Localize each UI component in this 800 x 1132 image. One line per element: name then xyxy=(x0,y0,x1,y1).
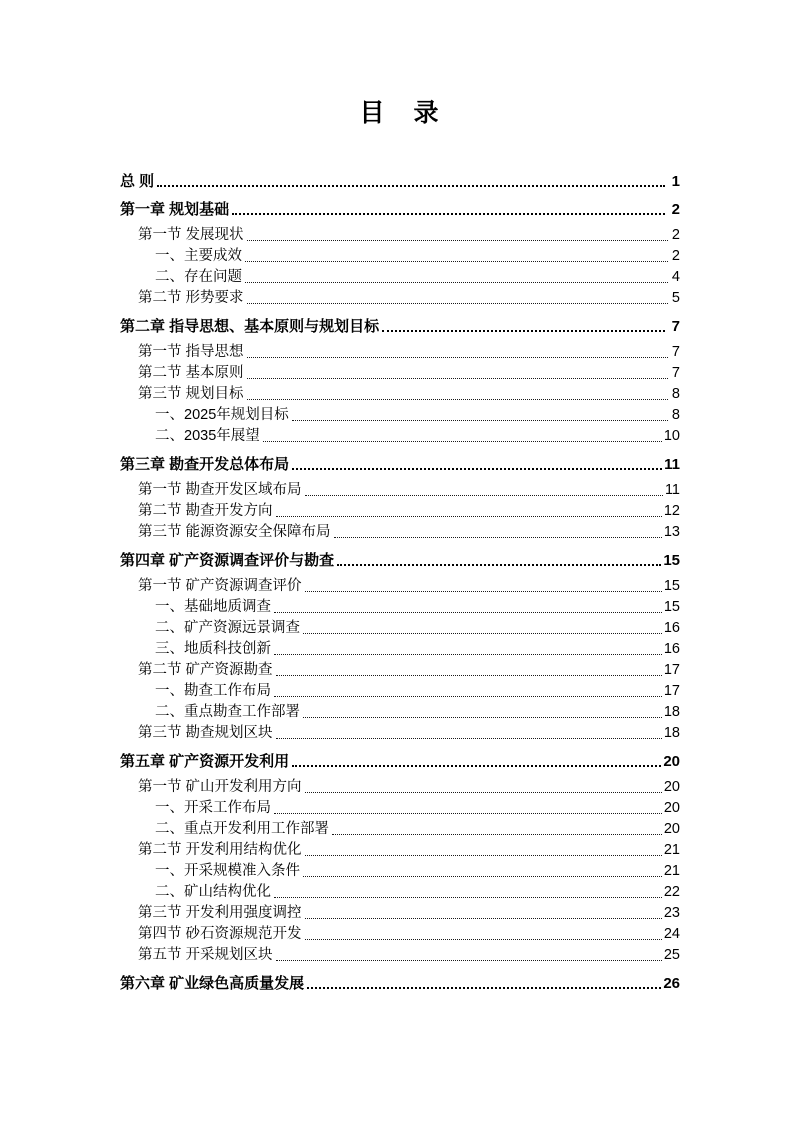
toc-entry-label: 一、开采规模准入条件 xyxy=(155,863,300,879)
toc-entry[interactable] xyxy=(120,702,680,723)
toc-entry-label: 一、主要成效 xyxy=(155,248,242,264)
toc-entry-label: 第四章 矿产资源调查评价与勘查 xyxy=(120,552,335,569)
toc-entry[interactable] xyxy=(120,660,680,681)
toc-entry[interactable] xyxy=(120,777,680,798)
dot-leader xyxy=(276,675,662,676)
toc-entry-label: 第五章 矿产资源开发利用 xyxy=(120,753,290,770)
toc-entry-label: 第三节 能源资源安全保障布局 xyxy=(138,524,331,540)
toc-entry-page: 2 xyxy=(671,201,680,218)
toc-entry-page: 4 xyxy=(671,269,680,285)
toc-entry[interactable] xyxy=(120,945,680,966)
toc-entry-label: 第一节 发展现状 xyxy=(138,227,244,243)
toc-entry[interactable] xyxy=(120,405,680,426)
toc-entry-label: 第三节 勘查规划区块 xyxy=(138,725,273,741)
toc-entry[interactable] xyxy=(120,882,680,903)
toc-entry[interactable] xyxy=(120,597,680,618)
toc-entry-label: 第三节 规划目标 xyxy=(138,386,244,402)
toc-entry-page: 8 xyxy=(671,407,680,423)
toc-entry-label: 第一节 勘查开发区域布局 xyxy=(138,482,302,498)
toc-entry-label: 二、重点勘查工作部署 xyxy=(155,704,300,720)
toc-entry[interactable] xyxy=(120,225,680,246)
toc-entry[interactable] xyxy=(120,199,680,220)
document-title: 目 录 xyxy=(359,99,441,127)
toc-entry-page: 20 xyxy=(663,779,680,795)
dot-leader xyxy=(307,987,661,989)
toc-entry[interactable] xyxy=(120,363,680,384)
dot-leader xyxy=(334,537,662,538)
dot-leader xyxy=(247,378,668,379)
dot-leader xyxy=(303,717,662,718)
toc-entry[interactable] xyxy=(120,973,680,994)
toc-entry[interactable] xyxy=(120,454,680,475)
dot-leader xyxy=(382,330,665,332)
toc-entry-label: 第六章 矿业绿色高质量发展 xyxy=(120,975,305,992)
toc-entry-label: 第二章 指导思想、基本原则与规划目标 xyxy=(120,318,380,335)
toc-entry-label: 第一章 规划基础 xyxy=(120,201,230,218)
toc-entry-page: 15 xyxy=(663,578,680,594)
toc-entry[interactable] xyxy=(120,723,680,744)
toc-entry-label: 一、勘查工作布局 xyxy=(155,683,271,699)
toc-entry-page: 21 xyxy=(663,842,680,858)
toc-entry-page: 16 xyxy=(663,620,680,636)
toc-entry[interactable] xyxy=(120,501,680,522)
dot-leader xyxy=(305,939,662,940)
dot-leader xyxy=(292,420,668,421)
toc-entry-page: 15 xyxy=(663,552,680,569)
toc-entry-page: 11 xyxy=(664,456,680,473)
toc-entry-label: 第一节 指导思想 xyxy=(138,344,244,360)
toc-entry-label: 二、矿山结构优化 xyxy=(155,884,271,900)
dot-leader xyxy=(247,303,668,304)
toc-entry[interactable] xyxy=(120,819,680,840)
toc-entry[interactable] xyxy=(120,426,680,447)
toc-entry[interactable] xyxy=(120,288,680,309)
dot-leader xyxy=(245,282,668,283)
toc-entry-page: 10 xyxy=(663,428,680,444)
toc-entry[interactable] xyxy=(120,384,680,405)
dot-leader xyxy=(247,240,668,241)
toc-entry-label: 一、基础地质调查 xyxy=(155,599,271,615)
toc-entry-page: 17 xyxy=(663,683,680,699)
dot-leader xyxy=(292,765,661,767)
toc-entry-label: 第三节 开发利用强度调控 xyxy=(138,905,302,921)
toc-entry[interactable] xyxy=(120,522,680,543)
toc-entry[interactable] xyxy=(120,246,680,267)
toc-entry-page: 16 xyxy=(663,641,680,657)
toc-entry-page: 20 xyxy=(663,821,680,837)
dot-leader xyxy=(274,813,662,814)
toc-entry[interactable] xyxy=(120,903,680,924)
toc-entry-page: 20 xyxy=(663,753,680,770)
toc-entry-label: 二、2035年展望 xyxy=(155,428,260,444)
dot-leader xyxy=(305,855,662,856)
toc-entry-label: 总 则 xyxy=(120,173,155,190)
toc-entry-label: 一、开采工作布局 xyxy=(155,800,271,816)
toc-entry-label: 三、地质科技创新 xyxy=(155,641,271,657)
toc-entry[interactable] xyxy=(120,840,680,861)
toc-entry-page: 5 xyxy=(671,290,680,306)
toc-entry-page: 23 xyxy=(663,905,680,921)
toc-entry-page: 11 xyxy=(664,482,680,498)
toc-entry-page: 25 xyxy=(663,947,680,963)
toc-entry-page: 7 xyxy=(671,344,680,360)
toc-entry-label: 第一节 矿山开发利用方向 xyxy=(138,779,302,795)
dot-leader xyxy=(274,654,662,655)
dot-leader xyxy=(305,918,662,919)
toc-entry[interactable] xyxy=(120,798,680,819)
toc-entry-page: 2 xyxy=(671,227,680,243)
toc-entry[interactable] xyxy=(120,267,680,288)
toc-entry-page: 22 xyxy=(663,884,680,900)
toc-entry-label: 第五节 开采规划区块 xyxy=(138,947,273,963)
dot-leader xyxy=(276,960,662,961)
dot-leader xyxy=(305,591,662,592)
dot-leader xyxy=(274,696,662,697)
dot-leader xyxy=(247,399,668,400)
toc-entry-page: 13 xyxy=(663,524,680,540)
dot-leader xyxy=(332,834,662,835)
toc-entry-label: 第二节 基本原则 xyxy=(138,365,244,381)
toc-entry-label: 第一节 矿产资源调查评价 xyxy=(138,578,302,594)
toc-entry-label: 二、存在问题 xyxy=(155,269,242,285)
dot-leader xyxy=(305,495,663,496)
toc-entry[interactable] xyxy=(120,550,680,571)
dot-leader xyxy=(232,213,665,215)
toc-entry[interactable] xyxy=(120,342,680,363)
toc-entry[interactable] xyxy=(120,924,680,945)
toc-entry[interactable] xyxy=(120,576,680,597)
toc-entry-label: 第二节 形势要求 xyxy=(138,290,244,306)
toc-entry-label: 第二节 矿产资源勘查 xyxy=(138,662,273,678)
toc-entry[interactable] xyxy=(120,171,680,192)
toc-entry-page: 7 xyxy=(671,318,680,335)
toc-entry-page: 7 xyxy=(671,365,680,381)
toc-entry-page: 15 xyxy=(663,599,680,615)
toc-entry[interactable] xyxy=(120,861,680,882)
toc-entry-label: 第三章 勘查开发总体布局 xyxy=(120,456,290,473)
toc-entry-label: 第二节 勘查开发方向 xyxy=(138,503,273,519)
toc-entry-page: 21 xyxy=(663,863,680,879)
dot-leader xyxy=(157,185,665,187)
toc-entry-page: 17 xyxy=(663,662,680,678)
dot-leader xyxy=(337,564,661,566)
dot-leader xyxy=(292,468,662,470)
toc-entry-page: 20 xyxy=(663,800,680,816)
toc-entry[interactable] xyxy=(120,618,680,639)
toc-entry-page: 12 xyxy=(663,503,680,519)
toc-entry[interactable] xyxy=(120,681,680,702)
toc-entry-page: 24 xyxy=(663,926,680,942)
dot-leader xyxy=(303,633,662,634)
toc-entry-page: 18 xyxy=(663,704,680,720)
dot-leader xyxy=(263,441,662,442)
toc-entry-label: 第二节 开发利用结构优化 xyxy=(138,842,302,858)
toc-entry[interactable] xyxy=(120,316,680,337)
toc-entry[interactable] xyxy=(120,480,680,501)
toc-entry-page: 18 xyxy=(663,725,680,741)
toc-entry-label: 一、2025年规划目标 xyxy=(155,407,289,423)
dot-leader xyxy=(247,357,668,358)
dot-leader xyxy=(276,516,662,517)
dot-leader xyxy=(274,612,662,613)
toc-entry[interactable] xyxy=(120,639,680,660)
toc-entry-page: 1 xyxy=(671,173,680,190)
toc-entry-page: 2 xyxy=(671,248,680,264)
toc-entry-page: 8 xyxy=(671,386,680,402)
dot-leader xyxy=(305,792,662,793)
toc-entry-label: 二、矿产资源远景调查 xyxy=(155,620,300,636)
table-of-contents xyxy=(120,171,680,994)
toc-entry[interactable] xyxy=(120,751,680,772)
toc-entry-label: 二、重点开发利用工作部署 xyxy=(155,821,329,837)
toc-entry-page: 26 xyxy=(663,975,680,992)
dot-leader xyxy=(303,876,662,877)
dot-leader xyxy=(245,261,668,262)
dot-leader xyxy=(274,897,662,898)
toc-entry-label: 第四节 砂石资源规范开发 xyxy=(138,926,302,942)
dot-leader xyxy=(276,738,662,739)
